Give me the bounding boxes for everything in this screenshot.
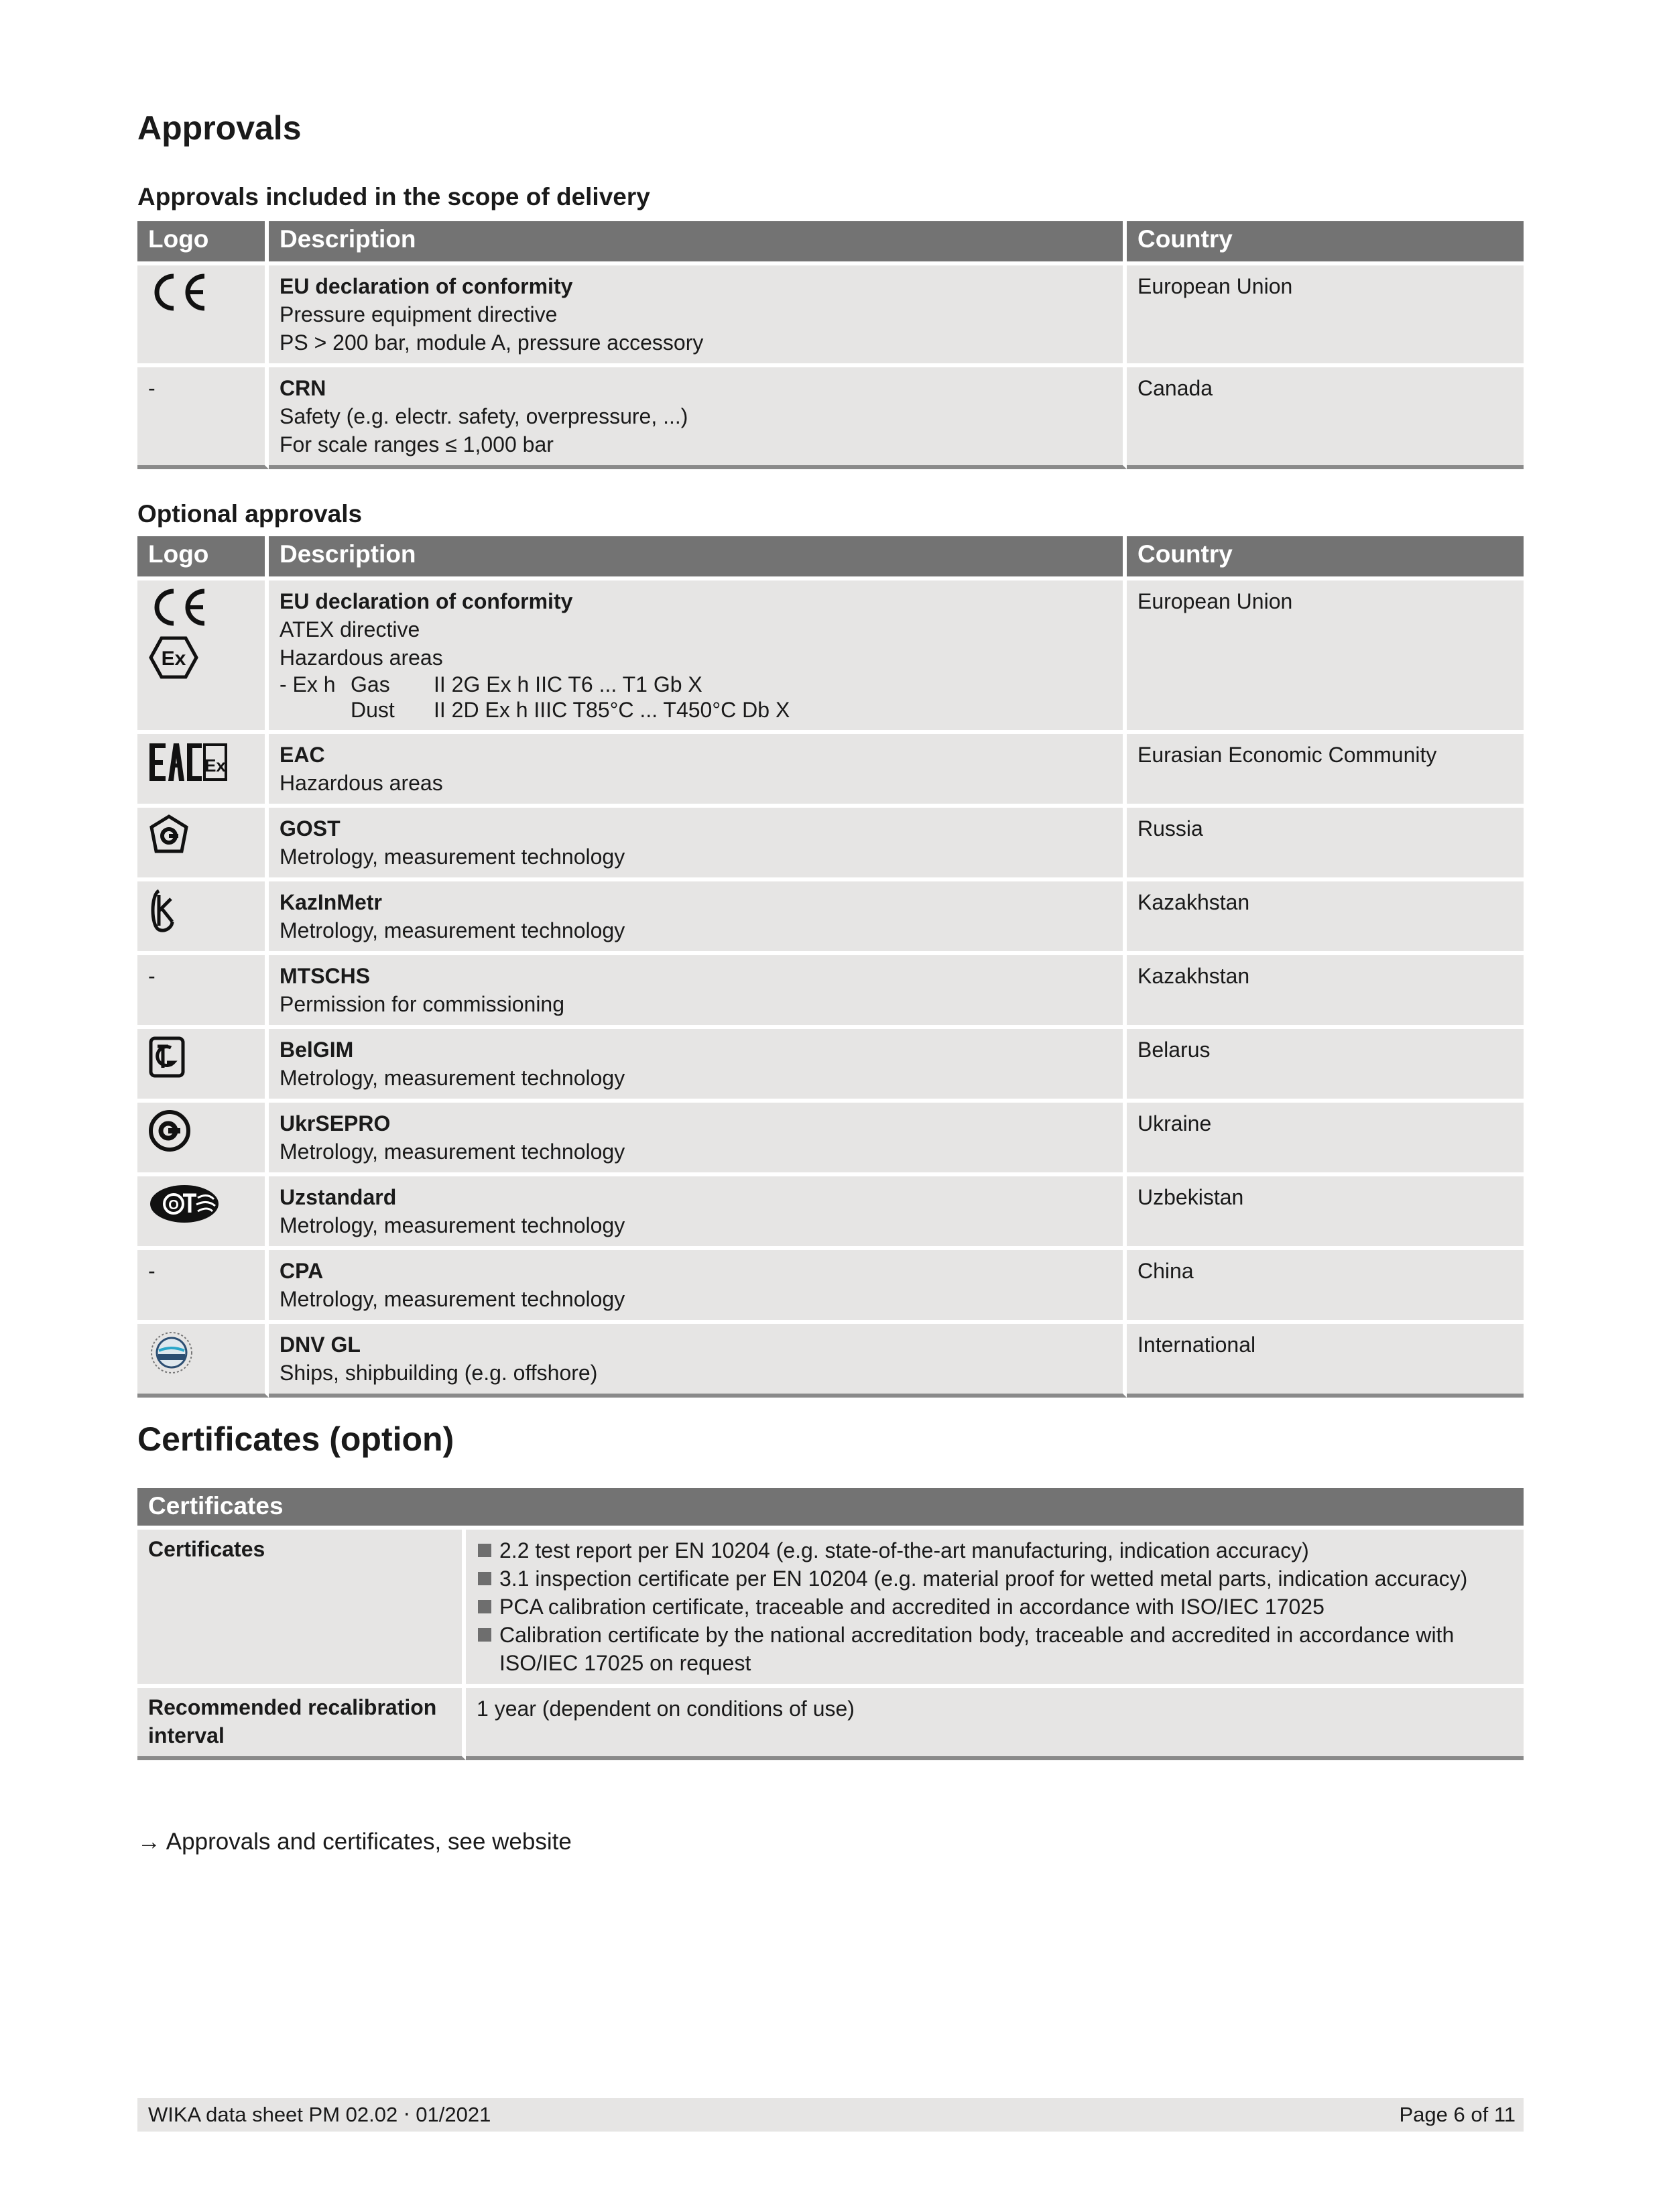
gost-icon bbox=[148, 814, 254, 856]
approval-detail: ATEX directive bbox=[280, 617, 420, 641]
description-cell bbox=[269, 1250, 1127, 1324]
eac-ex-icon bbox=[148, 741, 254, 784]
description-cell bbox=[269, 955, 1127, 1029]
list-item: Calibration certificate by the national accreditation body, traceable and accredited in accordance with ISO/IEC 17025 on request bbox=[477, 1621, 1513, 1677]
certificates-list bbox=[477, 1536, 1513, 1677]
recalibration-value: 1 year (dependent on conditions of use) bbox=[466, 1688, 1524, 1760]
atex-dust-row: Dust II 2D Ex h IIIC T85°C ... T450°C Db X bbox=[351, 698, 790, 722]
bullet-square-icon bbox=[478, 1544, 491, 1557]
approval-name: MTSCHS bbox=[280, 964, 371, 988]
description-cell bbox=[269, 1029, 1127, 1103]
country-cell: Kazakhstan bbox=[1127, 881, 1524, 955]
country-cell: Ukraine bbox=[1127, 1103, 1524, 1176]
country-cell: International bbox=[1127, 1324, 1524, 1398]
certificates-label: Certificates bbox=[137, 1530, 466, 1688]
approval-name: EAC bbox=[280, 743, 325, 767]
description-cell bbox=[269, 808, 1127, 881]
logo-cell bbox=[137, 1176, 269, 1250]
logo-cell bbox=[137, 1250, 269, 1324]
approval-detail: Ships, shipbuilding (e.g. offshore) bbox=[280, 1361, 598, 1385]
description-cell bbox=[269, 734, 1127, 808]
description-cell bbox=[269, 1103, 1127, 1176]
atex-gas-row: - Ex h Gas II 2G Ex h IIC T6 ... T1 Gb X bbox=[280, 672, 702, 696]
country-cell: Kazakhstan bbox=[1127, 955, 1524, 1029]
header-country: Country bbox=[1127, 221, 1524, 265]
included-approvals-title: Approvals included in the scope of delivery bbox=[137, 183, 650, 210]
country-cell: Russia bbox=[1127, 808, 1524, 881]
description-cell bbox=[269, 265, 1127, 367]
ce-mark-icon bbox=[148, 587, 254, 627]
kazinmetr-icon bbox=[148, 888, 254, 932]
approval-detail: Pressure equipment directive bbox=[280, 302, 558, 326]
table-row bbox=[137, 367, 1524, 469]
approval-detail: Metrology, measurement technology bbox=[280, 1287, 625, 1311]
approval-detail: Metrology, measurement technology bbox=[280, 1140, 625, 1164]
approval-detail: Metrology, measurement technology bbox=[280, 918, 625, 942]
header-description: Description bbox=[269, 536, 1127, 580]
table-row bbox=[137, 580, 1524, 734]
table-row bbox=[137, 1250, 1524, 1324]
approval-name: BelGIM bbox=[280, 1038, 354, 1062]
approval-name: GOST bbox=[280, 816, 341, 841]
page-footer bbox=[137, 2098, 1524, 2132]
header-country: Country bbox=[1127, 536, 1524, 580]
approval-detail: Hazardous areas bbox=[280, 646, 443, 670]
approval-name: UkrSEPRO bbox=[280, 1111, 391, 1135]
list-item: PCA calibration certificate, traceable and accredited in accordance with ISO/IEC 17025 bbox=[477, 1593, 1513, 1621]
table-row bbox=[137, 1530, 1524, 1688]
certificates-table bbox=[137, 1488, 1524, 1760]
country-cell: European Union bbox=[1127, 580, 1524, 734]
country-cell: European Union bbox=[1127, 265, 1524, 367]
included-approvals-table bbox=[137, 221, 1524, 469]
country-cell: Uzbekistan bbox=[1127, 1176, 1524, 1250]
logo-cell bbox=[137, 955, 269, 1029]
approval-detail: PS > 200 bar, module A, pressure accessory bbox=[280, 330, 704, 355]
header-logo: Logo bbox=[137, 536, 269, 580]
no-logo-dash: - bbox=[148, 1259, 156, 1283]
country-cell: Eurasian Economic Community bbox=[1127, 734, 1524, 808]
approval-name: DNV GL bbox=[280, 1333, 361, 1357]
logo-cell bbox=[137, 1324, 269, 1398]
header-description: Description bbox=[269, 221, 1127, 265]
svg-text:O: O bbox=[168, 1198, 179, 1213]
approvals-title: Approvals bbox=[137, 109, 302, 147]
website-link-note: → Approvals and certificates, see website bbox=[137, 1829, 572, 1855]
table-row bbox=[137, 1029, 1524, 1103]
approval-detail: Safety (e.g. electr. safety, overpressure, ...) bbox=[280, 404, 688, 428]
description-cell bbox=[269, 1176, 1127, 1250]
table-row bbox=[137, 955, 1524, 1029]
description-cell bbox=[269, 1324, 1127, 1398]
approval-name: CRN bbox=[280, 376, 326, 400]
table-header-row bbox=[137, 221, 1524, 265]
bullet-square-icon bbox=[478, 1600, 491, 1613]
approval-detail: Metrology, measurement technology bbox=[280, 845, 625, 869]
belgim-icon bbox=[148, 1036, 254, 1079]
logo-cell bbox=[137, 1029, 269, 1103]
table-row bbox=[137, 808, 1524, 881]
ex-hexagon-icon bbox=[148, 635, 254, 680]
approval-detail: Hazardous areas bbox=[280, 771, 443, 795]
ce-mark-icon bbox=[148, 272, 254, 312]
table-header-row bbox=[137, 536, 1524, 580]
footer-page-number: Page 6 of 11 bbox=[1399, 2103, 1516, 2126]
description-cell bbox=[269, 367, 1127, 469]
approval-name: KazInMetr bbox=[280, 890, 382, 914]
list-item: 3.1 inspection certificate per EN 10204 (e.g. material proof for wetted metal parts, indication accuracy) bbox=[477, 1564, 1513, 1593]
country-cell: Belarus bbox=[1127, 1029, 1524, 1103]
dnv-gl-icon bbox=[148, 1331, 254, 1375]
uzstandard-icon bbox=[148, 1183, 254, 1225]
svg-text:Ex: Ex bbox=[161, 648, 186, 670]
ukrsepro-icon bbox=[148, 1109, 254, 1152]
approval-detail: Permission for commissioning bbox=[280, 992, 565, 1016]
table-row bbox=[137, 1688, 1524, 1760]
approval-name: EU declaration of conformity bbox=[280, 274, 573, 298]
approval-detail: For scale ranges ≤ 1,000 bar bbox=[280, 432, 554, 456]
certificates-title: Certificates (option) bbox=[137, 1420, 454, 1458]
optional-approvals-table bbox=[137, 536, 1524, 1398]
approval-detail: Metrology, measurement technology bbox=[280, 1066, 625, 1090]
logo-cell bbox=[137, 265, 269, 367]
certificates-list-cell bbox=[466, 1530, 1524, 1688]
list-item: 2.2 test report per EN 10204 (e.g. state-of-the-art manufacturing, indication accuracy) bbox=[477, 1536, 1513, 1564]
table-row bbox=[137, 1103, 1524, 1176]
table-row bbox=[137, 734, 1524, 808]
approval-name: EU declaration of conformity bbox=[280, 589, 573, 613]
header-logo: Logo bbox=[137, 221, 269, 265]
country-cell: China bbox=[1127, 1250, 1524, 1324]
svg-text:Ex: Ex bbox=[204, 755, 226, 776]
approval-name: Uzstandard bbox=[280, 1185, 397, 1209]
table-row bbox=[137, 1176, 1524, 1250]
table-row bbox=[137, 265, 1524, 367]
table-row bbox=[137, 1324, 1524, 1398]
logo-cell bbox=[137, 881, 269, 955]
optional-approvals-title: Optional approvals bbox=[137, 500, 363, 528]
table-row bbox=[137, 881, 1524, 955]
logo-cell bbox=[137, 580, 269, 734]
footer-doc-id: WIKA data sheet PM 02.02 ⋅ 01/2021 bbox=[148, 2103, 491, 2126]
no-logo-dash: - bbox=[148, 376, 156, 400]
bullet-square-icon bbox=[478, 1628, 491, 1642]
logo-cell bbox=[137, 808, 269, 881]
recalibration-label: Recommended recalibration interval bbox=[137, 1688, 466, 1760]
no-logo-dash: - bbox=[148, 964, 156, 988]
description-cell bbox=[269, 580, 1127, 734]
approval-name: CPA bbox=[280, 1259, 324, 1283]
certificates-header: Certificates bbox=[137, 1488, 1524, 1530]
table-header-row bbox=[137, 1488, 1524, 1530]
logo-cell bbox=[137, 1103, 269, 1176]
bullet-square-icon bbox=[478, 1572, 491, 1585]
description-cell bbox=[269, 881, 1127, 955]
logo-cell bbox=[137, 367, 269, 469]
logo-cell bbox=[137, 734, 269, 808]
country-cell: Canada bbox=[1127, 367, 1524, 469]
approval-detail: Metrology, measurement technology bbox=[280, 1213, 625, 1237]
